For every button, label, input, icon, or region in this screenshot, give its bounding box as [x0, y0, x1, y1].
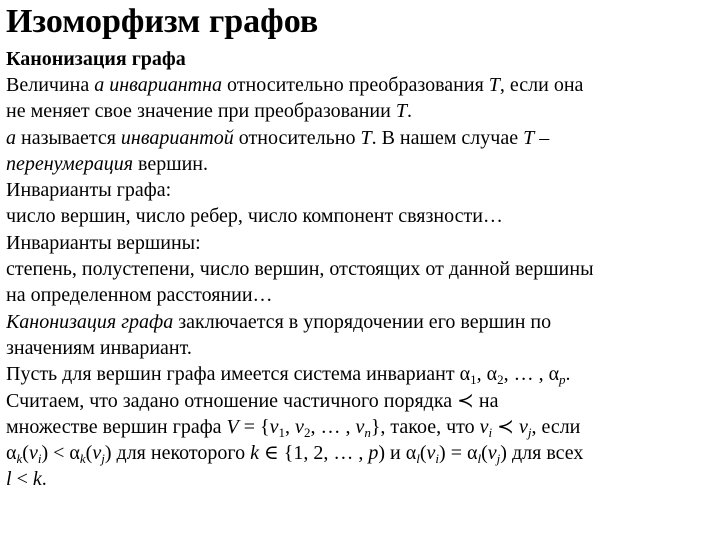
text-span: α [459, 363, 471, 386]
subscript: k [16, 451, 23, 467]
italic-text: v [269, 415, 279, 438]
subscript: p [559, 372, 566, 388]
text-span: α [69, 442, 80, 465]
text-span: . [565, 363, 571, 386]
text-line [6, 414, 714, 440]
text-span: ( [22, 442, 29, 465]
text-span: ( [85, 442, 93, 465]
text-span: . [41, 468, 47, 491]
text-span: ( [481, 442, 488, 465]
text-span: , [476, 363, 487, 386]
subscript: i [488, 424, 493, 440]
italic-text: v [28, 442, 38, 465]
text-span: называется [16, 126, 121, 149]
italic-text: a [6, 126, 16, 149]
text-line [6, 151, 714, 177]
subscript: j [527, 424, 532, 440]
italic-text: p [368, 442, 379, 465]
italic-text: v [355, 415, 365, 438]
italic-text: Канонизация графа [6, 310, 174, 333]
italic-text: a инвариантна [94, 74, 223, 96]
text-span: Инварианты графа: [6, 179, 172, 202]
text-line [6, 361, 714, 387]
text-span: Пусть для вершин графа имеется система инвариант [6, 363, 460, 386]
text-span: ) = [439, 442, 467, 465]
text-span: число вершин, число ребер, число компонент связности… [6, 205, 503, 228]
subscript: i [37, 451, 42, 467]
italic-text: v [487, 442, 497, 465]
section-heading: Канонизация графа [6, 48, 186, 70]
text-span: , если [531, 415, 581, 438]
text-span: . [406, 100, 412, 123]
italic-text: v [479, 415, 489, 438]
text-span: , … , [503, 363, 549, 386]
slide [0, 2, 720, 542]
text-line [6, 72, 714, 98]
text-span: = { [238, 415, 270, 438]
text-line [6, 256, 714, 282]
text-span: степень, полустепени, число вершин, отстоящих от данной вершины [6, 258, 594, 281]
text-span: заключается в упорядочении его вершин по [173, 310, 552, 333]
slide-title: Изоморфизм графов [6, 3, 319, 40]
subscript: 2 [303, 424, 311, 440]
text-span: Величина [6, 74, 95, 96]
text-span: на определенном расстоянии… [6, 284, 273, 307]
italic-text: T [360, 126, 372, 149]
text-span: . В нашем случае [371, 126, 524, 149]
text-span: ≺ [492, 415, 519, 438]
italic-text: v [426, 442, 436, 465]
subscript: i [435, 451, 440, 467]
text-span: не меняет свое значение при преобразовании [6, 100, 396, 123]
text-line [6, 230, 714, 256]
italic-text: v [92, 442, 102, 465]
text-span: относительно [233, 126, 361, 149]
text-line [6, 177, 714, 203]
text-span: ( [419, 442, 427, 465]
text-span: α [467, 442, 478, 465]
text-span: ) для некоторого [104, 442, 251, 465]
text-line [6, 203, 714, 229]
text-line [6, 282, 714, 308]
text-line [6, 309, 714, 335]
text-span: Инварианты вершины: [6, 231, 201, 254]
text-span: α [405, 442, 417, 465]
italic-text: k [250, 442, 259, 465]
italic-text: V [226, 415, 239, 438]
text-span: < [11, 468, 33, 491]
text-span: относительно преобразования [222, 74, 489, 96]
text-span: ≺ [457, 389, 474, 412]
italic-text: v [518, 415, 528, 438]
subscript: l [416, 451, 420, 467]
text-line [6, 466, 714, 492]
italic-text: T [395, 100, 407, 123]
text-span: значениям инвариант. [6, 336, 192, 359]
text-line [6, 335, 714, 361]
subscript: 1 [470, 372, 477, 388]
text-line [6, 388, 714, 414]
text-span: – [534, 126, 550, 149]
italic-text: T [523, 126, 535, 149]
text-span: ) и [378, 442, 406, 465]
italic-text: v [295, 415, 304, 438]
text-span: на [473, 389, 499, 412]
subscript: 1 [278, 424, 286, 440]
italic-text: перенумерация [6, 152, 133, 175]
text-span: множестве вершин графа [6, 415, 227, 438]
body-text [6, 72, 714, 493]
text-span: }, такое, что [370, 415, 480, 438]
text-span: , [285, 415, 296, 438]
subscript: j [101, 451, 105, 467]
text-span: Считаем, что задано отношение частичного порядка [6, 389, 458, 412]
text-span: ) для всех [500, 442, 584, 465]
text-line [6, 98, 714, 124]
italic-text: k [32, 468, 42, 491]
text-span: ∈ {1, 2, … , [258, 442, 369, 465]
text-span: α [548, 363, 560, 386]
subscript: j [496, 451, 501, 467]
italic-text: l [6, 468, 12, 491]
text-span: ) < [41, 442, 70, 465]
italic-text: инвариантой [120, 126, 234, 149]
subscript: 2 [497, 372, 504, 388]
subscript: l [477, 451, 482, 467]
text-span: , … , [310, 415, 356, 438]
italic-text: T [488, 74, 500, 96]
text-span: α [486, 363, 498, 386]
text-span: вершин. [133, 152, 209, 175]
subscript: n [364, 424, 371, 440]
text-line [6, 125, 714, 151]
text-span: , если она [499, 74, 584, 96]
text-span: α [6, 442, 17, 465]
subscript: k [79, 451, 86, 467]
text-line [6, 440, 714, 466]
